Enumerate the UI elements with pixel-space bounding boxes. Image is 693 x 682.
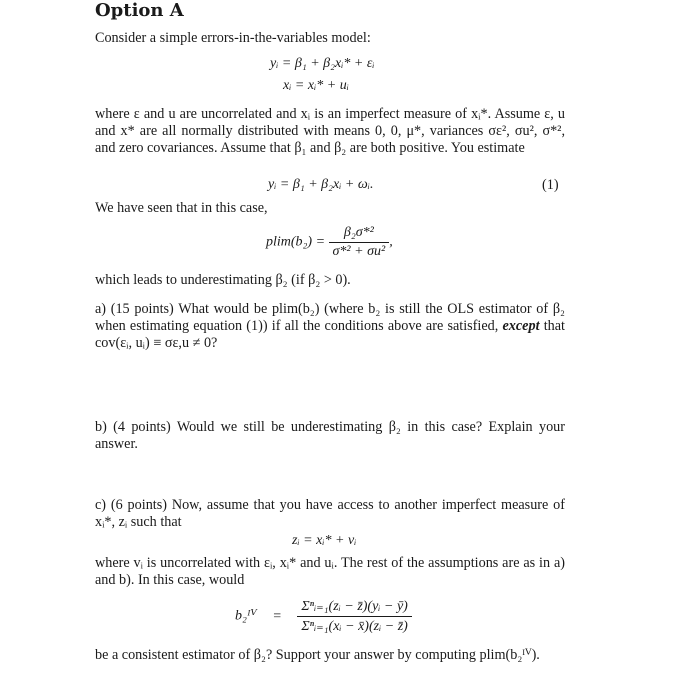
- part-c-question: c) (6 points) Now, assume that you have access to another imperfect measure of xᵢ*, zᵢ such that: [95, 497, 565, 530]
- part-a-question: [95, 301, 565, 352]
- part-a-text: a) (15 points) What would be plim(b₂) (where b₂ is still the OLS estimator of β₂ when estimating equation (1)) if all the conditions above are satisfied,: [95, 301, 565, 334]
- assumptions-paragraph: where ε and u are uncorrelated and xᵢ is an imperfect measure of xᵢ*. Assume ε, u and x* are all normally distributed with means 0, 0, μ*, variances σε², σu², σ*², and zero covariances. Assume that β₁ and β₂ are both positive. You estimate: [95, 106, 565, 156]
- iv-denominator: Σⁿᵢ₌₁(xᵢ − x̄)(zᵢ − z̄): [301, 619, 408, 634]
- iv-lhs: b₂ᴵⱽ: [235, 608, 257, 624]
- part-c-continuation: where vᵢ is uncorrelated with εᵢ, xᵢ* and uᵢ. The rest of the assumptions are as in a) and b). In this case, would: [95, 555, 565, 588]
- plim-denominator: σ*² + σu²: [332, 244, 386, 259]
- underestimation-text: which leads to underestimating β₂ (if β₂ > 0).: [95, 272, 351, 288]
- part-a-except: except: [502, 318, 540, 334]
- plim-lhs: plim(b₂) =: [266, 234, 326, 250]
- plim-numerator: β₂σ*²: [329, 225, 390, 243]
- equation-number: (1): [542, 177, 559, 193]
- part-a-condition: that cov(εᵢ, uᵢ) ≡ σε,u ≠ 0?: [95, 318, 565, 351]
- seen-text: We have seen that in this case,: [95, 200, 268, 216]
- iv-fraction: [297, 598, 412, 635]
- part-b-question: b) (4 points) Would we still be underestimating β₂ in this case? Explain your answer.: [95, 419, 565, 452]
- plim-tail: ,: [389, 234, 393, 250]
- iv-estimator-formula: [235, 598, 412, 635]
- z-equation: zᵢ = xᵢ* + vᵢ: [292, 533, 357, 548]
- model-equation-y: yᵢ = β₁ + β₂xᵢ* + εᵢ: [270, 56, 375, 71]
- iv-equals: =: [272, 608, 282, 624]
- plim-formula: [266, 225, 393, 260]
- iv-numerator: Σⁿᵢ₌₁(zᵢ − z̄)(yᵢ − ȳ): [297, 598, 412, 617]
- intro-text: Consider a simple errors-in-the-variables model:: [95, 30, 371, 46]
- plim-fraction: [329, 225, 390, 260]
- estimated-equation: yᵢ = β₁ + β₂xᵢ + ωᵢ.: [268, 177, 374, 192]
- section-title: Option A: [95, 0, 184, 21]
- final-question: be a consistent estimator of β₂? Support your answer by computing plim(b₂ᴵⱽ).: [95, 647, 540, 663]
- model-equation-x: xᵢ = xᵢ* + uᵢ: [283, 78, 349, 93]
